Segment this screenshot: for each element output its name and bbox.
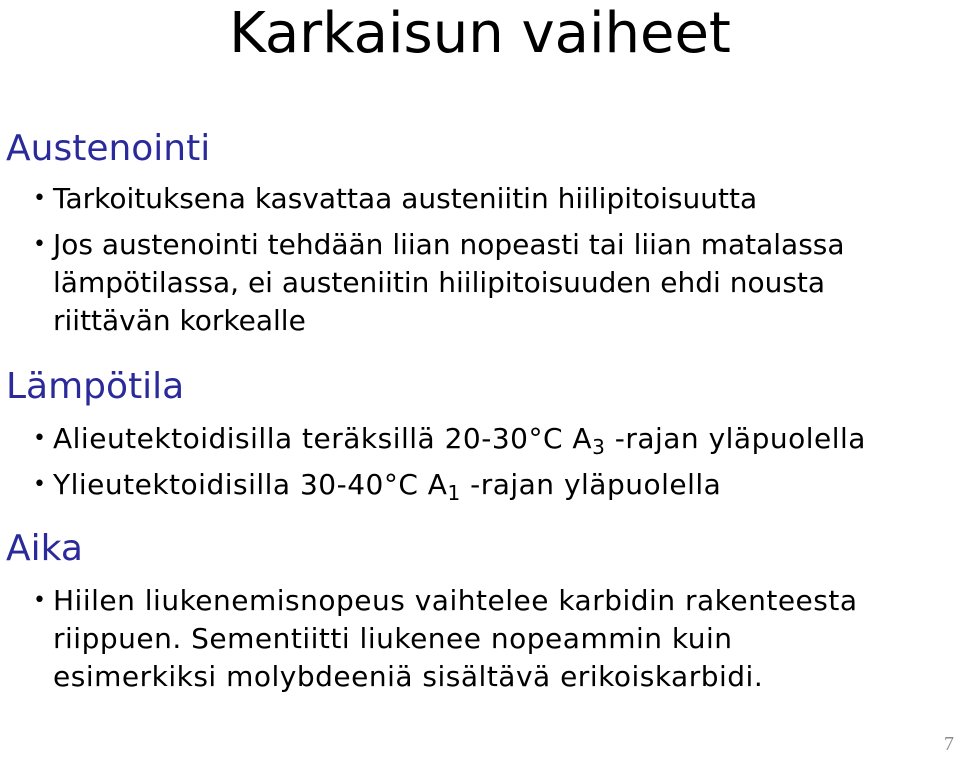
bullet-text-after: -rajan yläpuolella bbox=[460, 468, 722, 501]
bullet-text bbox=[53, 226, 845, 340]
bullet-subscript: 3 bbox=[592, 435, 606, 459]
bullet-subscript: 1 bbox=[447, 481, 461, 505]
bullet-dot-icon: • bbox=[33, 232, 46, 257]
bullet-text bbox=[53, 180, 757, 218]
bullet-dot-icon: • bbox=[33, 186, 46, 211]
section-heading-aika: Aika bbox=[6, 528, 83, 569]
bullet-text-before: Ylieutektoidisilla 30-40°C A bbox=[53, 468, 448, 501]
bullet-text bbox=[53, 466, 721, 504]
bullet-dot-icon: • bbox=[33, 472, 47, 497]
bullet-line: Hiilen liukenemisnopeus vaihtelee karbidin rakenteesta bbox=[53, 584, 858, 617]
bullet-text bbox=[53, 420, 866, 458]
bullet-line: Tarkoituksena kasvattaa austeniitin hiilipitoisuutta bbox=[53, 182, 758, 215]
bullet-text bbox=[53, 582, 858, 696]
bullet-line: lämpötilassa, ei austeniitin hiilipitoisuuden ehdi nousta bbox=[53, 266, 826, 299]
bullet-text-before: Alieutektoidisilla teräksillä 20-30°C A bbox=[53, 422, 593, 455]
bullet-line: esimerkiksi molybdeeniä sisältävä erikoiskarbidi. bbox=[53, 660, 764, 693]
section-heading-austenointi: Austenointi bbox=[6, 128, 211, 169]
page-number: 7 bbox=[944, 733, 954, 755]
section-heading-lampotila: Lämpötila bbox=[6, 366, 185, 407]
bullet-line: riittävän korkealle bbox=[53, 304, 306, 337]
bullet-dot-icon: • bbox=[33, 588, 47, 613]
bullet-text-after: -rajan yläpuolella bbox=[605, 422, 866, 455]
bullet-dot-icon: • bbox=[33, 426, 47, 451]
slide-title: Karkaisun vaiheet bbox=[229, 1, 731, 66]
bullet-line: Jos austenointi tehdään liian nopeasti tai liian matalassa bbox=[53, 228, 845, 261]
bullet-line: riippuen. Sementiitti liukenee nopeammin kuin bbox=[53, 622, 733, 655]
